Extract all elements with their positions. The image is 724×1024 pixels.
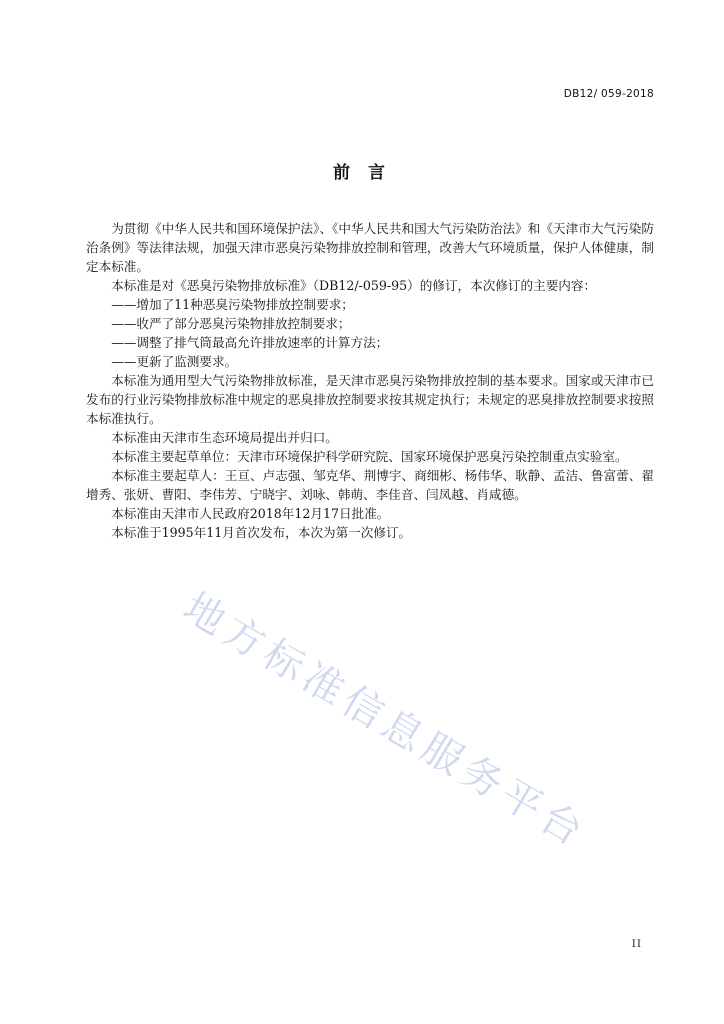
foreword-body	[86, 219, 654, 542]
list-item-revision: ——增加了11种恶臭污染物排放控制要求；	[111, 297, 354, 312]
standard-code: DB12/ 059-2018	[563, 88, 654, 100]
paragraph-approval: 本标准由天津市人民政府2018年12月17日批准。	[111, 506, 390, 521]
page-title: 前 言	[333, 163, 391, 183]
page-number: II	[631, 938, 642, 950]
paragraph-revision-intro: 本标准是对《恶臭污染物排放标准》（DB12/-059-95）的修订，本次修订的主要内容：	[111, 278, 597, 293]
paragraph-purpose: 为贯彻《中华人民共和国环境保护法》、《中华人民共和国大气污染防治法》和《天津市大气污染防治条例》等法律法规，加强天津市恶臭污染物排放控制和管理，改善大气环境质量，保护人体健康，制定本标准。	[86, 221, 654, 274]
list-item-revision: ——调整了排气筒最高允许排放速率的计算方法；	[111, 335, 389, 350]
paragraph-scope: 本标准为通用型大气污染物排放标准，是天津市恶臭污染物排放控制的基本要求。国家或天津市已发布的行业污染物排放标准中规定的恶臭排放控制要求按其规定执行；未规定的恶臭排放控制要求按照本标准执行。	[86, 373, 654, 426]
paragraph-history: 本标准于1995年11月首次发布，本次为第一次修订。	[111, 525, 412, 540]
list-item-revision: ——更新了监测要求。	[111, 354, 238, 369]
paragraph-drafting-units: 本标准主要起草单位：天津市环境保护科学研究院、国家环境保护恶臭污染控制重点实验室。	[111, 449, 628, 464]
paragraph-proposer: 本标准由天津市生态环境局提出并归口。	[111, 430, 338, 445]
list-item-revision: ——收严了部分恶臭污染物排放控制要求；	[111, 316, 351, 331]
watermark: 地方标准信息服务平台	[175, 584, 596, 858]
paragraph-drafters: 本标准主要起草人：王亘、卢志强、邹克华、荆博宇、商细彬、杨伟华、耿静、孟洁、鲁富蕾、翟增秀、张妍、曹阳、李伟芳、宁晓宇、刘咏、韩萌、李佳音、闫凤越、肖咸德。	[86, 468, 654, 502]
